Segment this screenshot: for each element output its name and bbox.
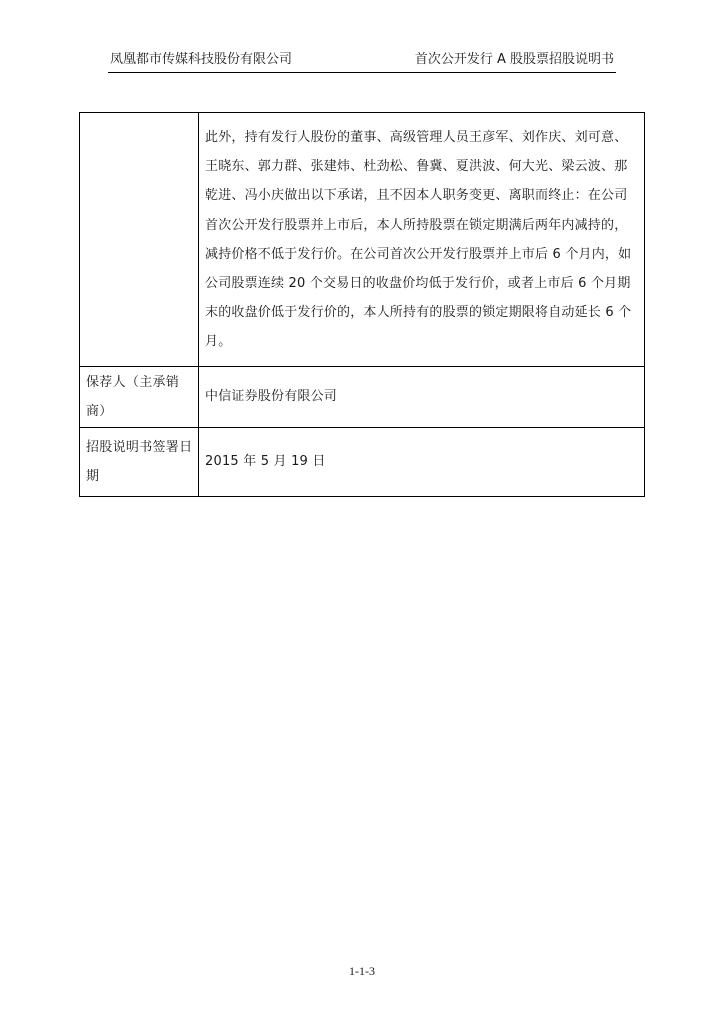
page-header: [108, 50, 616, 73]
info-table: [79, 112, 645, 497]
page-number: 1-1-3: [349, 964, 375, 978]
row-label-sponsor: 保荐人（主承销商）: [80, 367, 199, 427]
row-content-signing-date: 2015 年 5 月 19 日: [205, 454, 326, 470]
header-company-name: 凤凰都市传媒科技股份有限公司: [110, 52, 293, 67]
row-label-signing-date: 招股说明书签署日期: [80, 428, 199, 496]
row-label-lockup: [80, 113, 199, 366]
table-row: [80, 427, 644, 496]
row-content-sponsor: 中信证券股份有限公司: [205, 389, 338, 405]
row-content-lockup-commitment: 此外，持有发行人股份的董事、高级管理人员王彦军、刘作庆、刘可意、王晓东、郭力群、张建炜、杜劲松、鲁冀、夏洪波、何大光、梁云波、那乾进、冯小庆做出以下承诺，且不因本人职务变更、离职而终止：在公司首次公开发行股票并上市后，本人所持股票在锁定期满后两年内减持的，减持价格不低于发行价。在公司首次公开发行股票并上市后 6 个月内，如公司股票连续 20 个交易日的收盘价均低于发行价，或者上市后 6 个月期末的收盘价低于发行价的，本人所持有的股票的锁定期限将自动延长 6 个月。: [205, 130, 632, 350]
table-row: [80, 366, 644, 427]
header-document-title: 首次公开发行 A 股股票招股说明书: [414, 52, 614, 67]
table-row: [80, 113, 644, 366]
